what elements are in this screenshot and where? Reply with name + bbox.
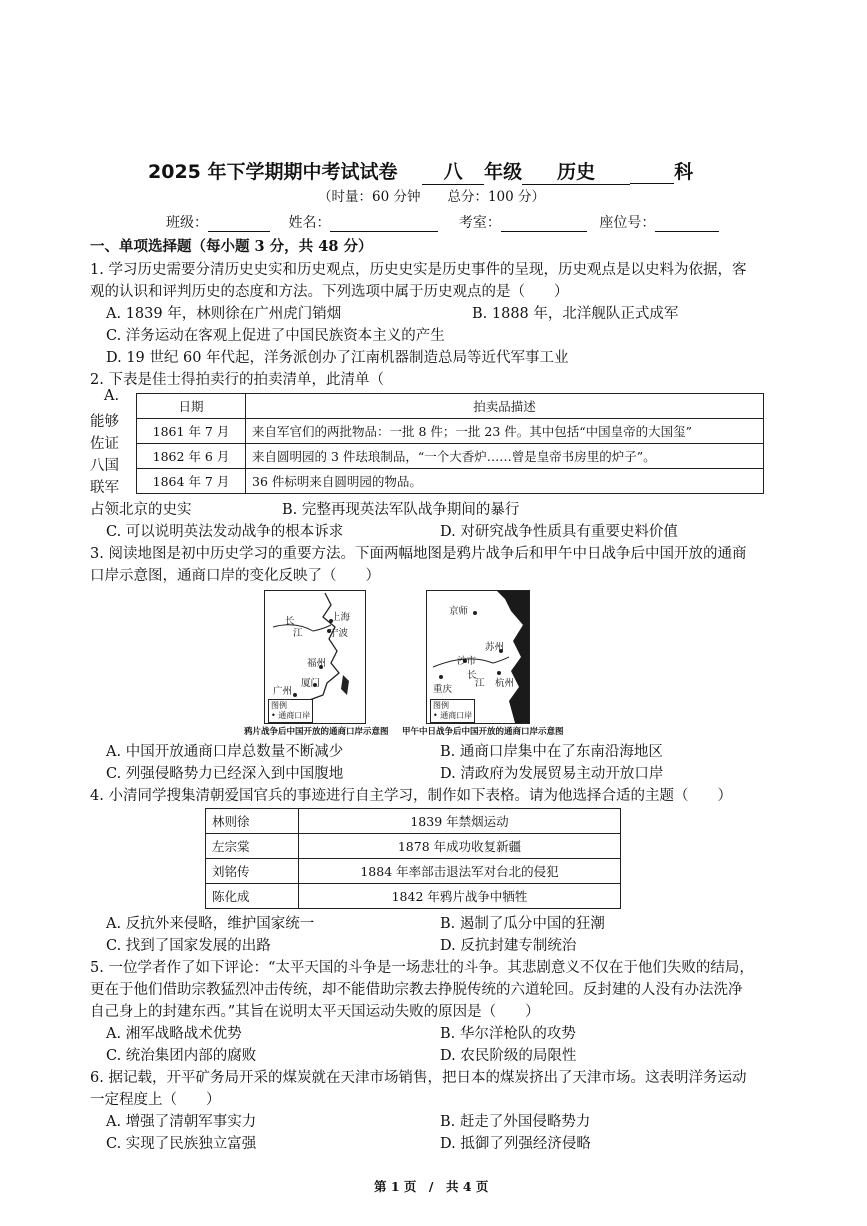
q3-option-c[interactable]: C. 列强侵略势力已经深入到中国腹地 [106, 766, 344, 782]
q5-stem-line2: 更在于他们借助宗教猛烈冲击传统，却不能借助宗教去挣脱传统的六道轮回。反封建的人没有办法洗净 [90, 982, 743, 998]
table-header: 拍卖品描述 [246, 394, 764, 419]
subject-value: 历史 [522, 157, 630, 185]
q5-stem-line3: 自己身上的封建东西。”其旨在说明太平天国运动失败的原因是（ ） [90, 1004, 540, 1020]
map-legend [268, 699, 313, 723]
map-label: 江 [475, 678, 485, 689]
q6-option-b[interactable]: B. 赶走了外国侵略势力 [440, 1114, 591, 1130]
table-cell: 刘铭传 [206, 859, 299, 884]
q4-option-c[interactable]: C. 找到了国家发展的出路 [106, 938, 271, 954]
exam-title [148, 157, 693, 185]
table-cell: 陈化成 [206, 884, 299, 909]
q2-option-d[interactable]: D. 对研究战争性质具有重要史料价值 [440, 524, 678, 540]
page-number: 第 1 页 / 共 4 页 [374, 1179, 489, 1194]
q1-option-a[interactable]: A. 1839 年，林则徐在广州虎门销烟 [106, 306, 342, 322]
room-label: 考室： [458, 215, 501, 231]
map-label: 宁波 [329, 628, 349, 639]
q5-option-a[interactable]: A. 湘军战略战术优势 [106, 1026, 242, 1042]
map2-caption: 甲午中日战争后中国开放的通商口岸示意图 [402, 727, 564, 737]
seat-field[interactable] [655, 215, 719, 232]
table-row [206, 859, 621, 884]
q2-option-b[interactable]: B. 完整再现英法军队战争期间的暴行 [282, 502, 520, 518]
table-cell: 1861 年 7 月 [137, 419, 246, 444]
q1-stem-line2: 观的认识和评判历史的态度和方法。下列选项中属于历史观点的是（ ） [90, 284, 569, 300]
table-cell: 1839 年禁烟运动 [299, 809, 621, 834]
map-label: 重庆 [433, 684, 453, 695]
table-cell: 1862 年 6 月 [137, 444, 246, 469]
table-row [206, 809, 621, 834]
q3-stem-line2: 口岸示意图，通商口岸的变化反映了（ ） [90, 568, 380, 584]
class-label: 班级： [166, 215, 208, 231]
map-label: 长 [285, 616, 295, 627]
name-field[interactable] [330, 215, 438, 232]
map-label: 长 [467, 670, 477, 681]
time-total: （时量：60 分钟 总分：100 分） [318, 189, 546, 205]
map-sino-japanese-war-ports [426, 590, 530, 724]
q2-option-a-tail[interactable]: 占领北京的史实 [90, 502, 192, 518]
q4-option-b[interactable]: B. 遏制了瓜分中国的狂潮 [440, 916, 605, 932]
subject-blank [630, 161, 674, 184]
map-label: 广州 [273, 686, 293, 697]
q1-option-b[interactable]: B. 1888 年，北洋舰队正式成军 [472, 306, 679, 322]
q4-option-d[interactable]: D. 反抗封建专制统治 [440, 938, 577, 954]
q3-stem-line1: 3. 阅读地图是初中历史学习的重要方法。下面两幅地图是鸦片战争后和甲午中日战争后中国开放的通商 [90, 546, 747, 562]
q6-option-d[interactable]: D. 抵御了列强经济侵略 [440, 1136, 591, 1152]
table-cell: 1864 年 7 月 [137, 469, 246, 494]
seat-label: 座位号： [599, 215, 656, 231]
grade-value: 八 [422, 157, 484, 185]
q2-side-1: A. [104, 388, 120, 404]
q5-option-d[interactable]: D. 农民阶级的局限性 [440, 1048, 577, 1064]
patriots-table [205, 808, 621, 909]
table-cell: 1842 年鸦片战争中牺牲 [299, 884, 621, 909]
legend-item: • 通商口岸 [271, 711, 311, 720]
student-info-row [166, 212, 719, 232]
q3-option-b[interactable]: B. 通商口岸集中在了东南沿海地区 [440, 744, 663, 760]
table-cell: 1878 年成功收复新疆 [299, 834, 621, 859]
table-header-row [137, 394, 764, 419]
class-field[interactable] [208, 215, 270, 232]
q2-option-c[interactable]: C. 可以说明英法发动战争的根本诉求 [106, 524, 344, 540]
title-prefix: 2025 年下学期期中考试试卷 [148, 161, 398, 183]
map-label: 江 [293, 628, 303, 639]
q5-stem-line1: 5. 一位学者作了如下评论：“太平天国的斗争是一场悲壮的斗争。其悲剧意义不仅在于他们失败的结局， [90, 960, 754, 976]
table-row [137, 469, 764, 494]
map-label: 沙市 [457, 656, 477, 667]
table-cell: 来自圆明园的 3 件珐琅制品，“一个大香炉……曾是皇帝书房里的炉子”。 [246, 444, 764, 469]
legend-item: • 通商口岸 [433, 711, 473, 720]
legend-title: 图例 [271, 701, 287, 710]
map-label: 上海 [331, 612, 351, 623]
table-row [137, 444, 764, 469]
map1-caption: 鸦片战争后中国开放的通商口岸示意图 [244, 727, 389, 737]
table-row [137, 419, 764, 444]
q1-option-d[interactable]: D. 19 世纪 60 年代起，洋务派创办了江南机器制造总局等近代军事工业 [106, 350, 569, 366]
legend-title: 图例 [433, 701, 449, 710]
table-row [206, 884, 621, 909]
q2-stem: 2. 下表是佳士得拍卖行的拍卖清单，此清单（ [90, 372, 384, 388]
q6-option-a[interactable]: A. 增强了清朝军事实力 [106, 1114, 257, 1130]
subject-suffix: 科 [674, 161, 694, 183]
table-cell: 1884 年率部击退法军对台北的侵犯 [299, 859, 621, 884]
q2-side-2: 能够 [90, 414, 119, 430]
q2-side-4: 八国 [90, 458, 119, 474]
q6-stem-line2: 一定程度上（ ） [90, 1092, 221, 1108]
table-cell: 左宗棠 [206, 834, 299, 859]
q1-stem-line1: 1. 学习历史需要分清历史史实和历史观点，历史史实是历史事件的呈现，历史观点是以史料为依据，客 [90, 262, 747, 278]
map-label: 福州 [307, 658, 327, 669]
q5-option-c[interactable]: C. 统治集团内部的腐败 [106, 1048, 257, 1064]
section-heading: 一、单项选择题（每小题 3 分，共 48 分） [90, 238, 373, 255]
q2-side-3: 佐证 [90, 436, 119, 452]
table-header: 日期 [137, 394, 246, 419]
q4-stem: 4. 小清同学搜集清朝爱国官兵的事迹进行自主学习，制作如下表格。请为他选择合适的主题（ ） [90, 788, 732, 804]
q3-option-a[interactable]: A. 中国开放通商口岸总数量不断减少 [106, 744, 344, 760]
table-cell: 36 件标明来自圆明园的物品。 [246, 469, 764, 494]
map-legend [430, 699, 475, 723]
table-row [206, 834, 621, 859]
q6-stem-line1: 6. 据记载，开平矿务局开采的煤炭就在天津市场销售，把日本的煤炭挤出了天津市场。这表明洋务运动 [90, 1070, 747, 1086]
map-label: 厦门 [301, 678, 321, 689]
q4-option-a[interactable]: A. 反抗外来侵略，维护国家统一 [106, 916, 315, 932]
q3-option-d[interactable]: D. 清政府为发展贸易主动开放口岸 [440, 766, 664, 782]
q2-side-5: 联军 [90, 480, 119, 496]
map-label: 京师 [449, 606, 469, 617]
table-cell: 林则徐 [206, 809, 299, 834]
q1-option-c[interactable]: C. 洋务运动在客观上促进了中国民族资本主义的产生 [106, 328, 445, 344]
table-cell: 来自军官们的两批物品：一批 8 件；一批 23 件。其中包括“中国皇帝的大国玺” [246, 419, 764, 444]
q5-option-b[interactable]: B. 华尔洋枪队的攻势 [440, 1026, 576, 1042]
auction-table [136, 393, 764, 494]
room-field[interactable] [501, 215, 587, 232]
name-label: 姓名： [288, 215, 331, 231]
grade-suffix: 年级 [484, 161, 523, 183]
map-label: 苏州 [485, 642, 505, 653]
map-opium-war-ports [264, 590, 366, 724]
map-label: 杭州 [495, 678, 515, 689]
q6-option-c[interactable]: C. 实现了民族独立富强 [106, 1136, 257, 1152]
